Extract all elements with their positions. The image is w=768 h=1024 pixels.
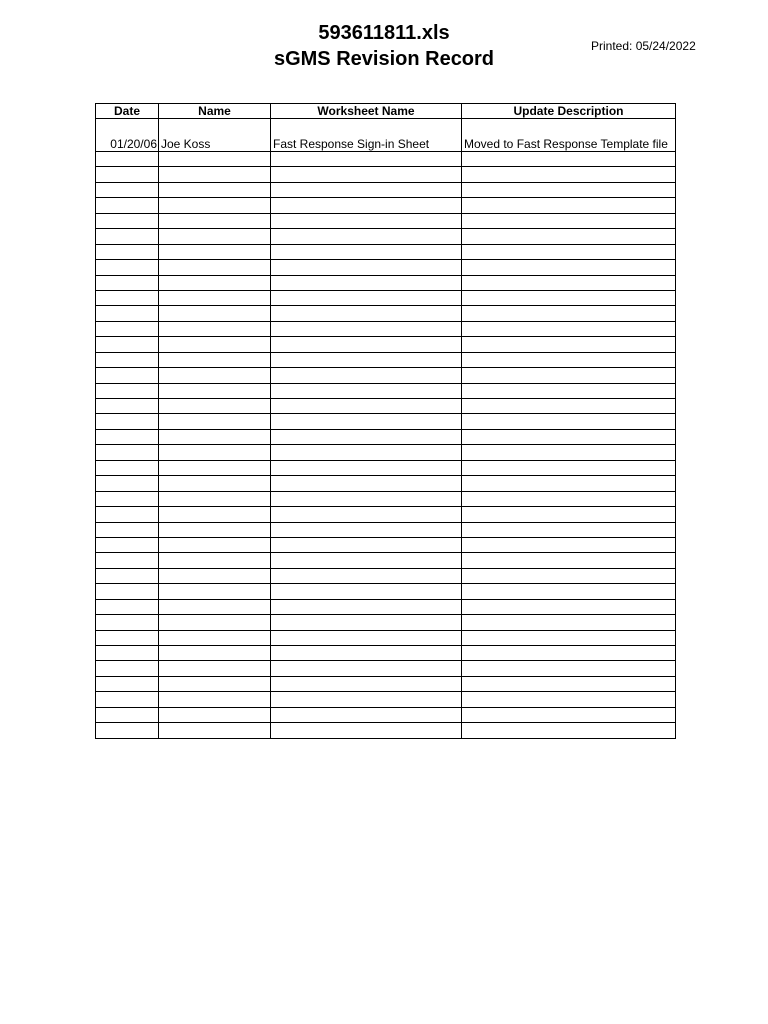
cell-worksheet-name [271,661,462,676]
cell-name [159,584,271,599]
cell-update-description [462,522,676,537]
cell-update-description [462,352,676,367]
empty-table-row [96,723,676,738]
cell-worksheet-name [271,507,462,522]
empty-table-row [96,383,676,398]
cell-worksheet-name [271,306,462,321]
cell-update-description [462,337,676,352]
cell-date [96,692,159,707]
cell-name [159,244,271,259]
cell-worksheet-name [271,321,462,336]
cell-name [159,661,271,676]
cell-update-description [462,167,676,182]
cell-worksheet-name [271,383,462,398]
cell-date [96,707,159,722]
cell-date [96,182,159,197]
empty-table-row [96,306,676,321]
cell-update-description [462,229,676,244]
cell-update-description [462,723,676,738]
cell-date [96,460,159,475]
cell-name [159,229,271,244]
cell-name [159,646,271,661]
cell-update-description [462,368,676,383]
cell-name [159,707,271,722]
column-header-worksheet-name: Worksheet Name [271,104,462,119]
cell-name [159,182,271,197]
cell-date [96,337,159,352]
cell-date [96,290,159,305]
cell-name [159,445,271,460]
cell-date [96,229,159,244]
empty-table-row [96,553,676,568]
cell-update-description [462,290,676,305]
cell-name [159,522,271,537]
empty-table-row [96,630,676,645]
cell-worksheet-name [271,399,462,414]
cell-worksheet-name [271,568,462,583]
cell-date [96,599,159,614]
cell-update-description [462,399,676,414]
empty-table-row [96,213,676,228]
empty-table-row [96,676,676,691]
cell-name [159,460,271,475]
empty-table-row [96,707,676,722]
cell-name [159,399,271,414]
cell-date [96,646,159,661]
empty-table-row [96,414,676,429]
empty-table-row [96,260,676,275]
cell-date [96,507,159,522]
cell-date [96,260,159,275]
cell-update-description [462,321,676,336]
empty-table-row [96,152,676,167]
cell-worksheet-name [271,460,462,475]
cell-date [96,630,159,645]
cell-date [96,306,159,321]
cell-worksheet-name [271,553,462,568]
cell-date [96,414,159,429]
cell-worksheet-name [271,445,462,460]
cell-worksheet-name [271,167,462,182]
cell-name [159,537,271,552]
cell-worksheet-name [271,707,462,722]
file-name-title: 593611811.xls [318,22,450,44]
table-row [96,119,676,152]
cell-date [96,275,159,290]
empty-table-row [96,198,676,213]
column-header-date: Date [96,104,159,119]
empty-table-row [96,615,676,630]
cell-worksheet-name [271,646,462,661]
empty-table-row [96,368,676,383]
cell-worksheet-name [271,429,462,444]
cell-date [96,723,159,738]
cell-date [96,537,159,552]
cell-date [96,152,159,167]
cell-update-description [462,568,676,583]
empty-table-row [96,182,676,197]
empty-table-row [96,537,676,552]
empty-table-row [96,275,676,290]
cell-worksheet-name [271,599,462,614]
empty-table-row [96,460,676,475]
empty-table-row [96,568,676,583]
cell-date [96,399,159,414]
cell-date [96,568,159,583]
cell-worksheet-name [271,491,462,506]
cell-update-description [462,584,676,599]
empty-table-row [96,584,676,599]
cell-update-description [462,599,676,614]
cell-name [159,260,271,275]
cell-date [96,661,159,676]
cell-update-description [462,198,676,213]
cell-date [96,167,159,182]
cell-worksheet-name [271,630,462,645]
cell-update-description [462,244,676,259]
cell-worksheet-name [271,692,462,707]
cell-date [96,522,159,537]
cell-update-description [462,383,676,398]
cell-name [159,290,271,305]
cell-name: Joe Koss [159,119,271,152]
cell-worksheet-name [271,152,462,167]
printed-date: Printed: 05/24/2022 [591,39,696,53]
cell-date [96,476,159,491]
cell-worksheet-name [271,198,462,213]
empty-table-row [96,476,676,491]
cell-worksheet-name [271,290,462,305]
empty-table-row [96,290,676,305]
cell-update-description [462,213,676,228]
page-title: sGMS Revision Record [273,48,495,70]
header-row [96,104,676,119]
cell-name [159,476,271,491]
cell-date [96,676,159,691]
cell-update-description [462,630,676,645]
empty-table-row [96,491,676,506]
empty-table-row [96,692,676,707]
cell-worksheet-name [271,723,462,738]
cell-update-description [462,537,676,552]
cell-update-description [462,676,676,691]
cell-update-description [462,615,676,630]
cell-date [96,352,159,367]
cell-name [159,723,271,738]
empty-table-row [96,399,676,414]
empty-table-row [96,337,676,352]
cell-name [159,275,271,290]
cell-date [96,213,159,228]
cell-name [159,615,271,630]
cell-worksheet-name [271,182,462,197]
cell-worksheet-name [271,476,462,491]
cell-date [96,368,159,383]
cell-update-description [462,553,676,568]
cell-update-description [462,692,676,707]
cell-worksheet-name [271,368,462,383]
cell-name [159,167,271,182]
cell-name [159,321,271,336]
cell-date [96,615,159,630]
empty-table-row [96,167,676,182]
cell-update-description [462,445,676,460]
cell-name [159,383,271,398]
cell-date [96,491,159,506]
cell-update-description [462,306,676,321]
empty-table-row [96,352,676,367]
cell-name [159,553,271,568]
cell-name [159,414,271,429]
cell-worksheet-name [271,213,462,228]
empty-table-row [96,429,676,444]
cell-name [159,198,271,213]
cell-name [159,692,271,707]
revision-record-table [95,103,676,739]
column-header-update-description: Update Description [462,104,676,119]
empty-table-row [96,229,676,244]
cell-date [96,321,159,336]
cell-name [159,599,271,614]
cell-name [159,337,271,352]
cell-date: 01/20/06 [96,119,159,152]
cell-name [159,213,271,228]
cell-update-description [462,460,676,475]
cell-worksheet-name [271,275,462,290]
cell-name [159,352,271,367]
cell-name [159,152,271,167]
empty-table-row [96,507,676,522]
empty-table-row [96,445,676,460]
cell-update-description [462,476,676,491]
empty-table-row [96,661,676,676]
cell-worksheet-name [271,352,462,367]
cell-update-description [462,707,676,722]
cell-worksheet-name [271,584,462,599]
cell-update-description [462,275,676,290]
cell-update-description [462,182,676,197]
cell-worksheet-name [271,229,462,244]
empty-table-row [96,599,676,614]
cell-update-description [462,429,676,444]
cell-update-description [462,661,676,676]
empty-table-row [96,244,676,259]
cell-date [96,584,159,599]
cell-name [159,568,271,583]
cell-name [159,429,271,444]
cell-update-description [462,491,676,506]
cell-update-description [462,646,676,661]
cell-name [159,491,271,506]
empty-table-row [96,646,676,661]
cell-worksheet-name [271,522,462,537]
cell-worksheet-name [271,244,462,259]
cell-worksheet-name: Fast Response Sign-in Sheet [271,119,462,152]
cell-worksheet-name [271,337,462,352]
cell-name [159,676,271,691]
cell-worksheet-name [271,676,462,691]
cell-worksheet-name [271,537,462,552]
cell-worksheet-name [271,260,462,275]
cell-update-description: Moved to Fast Response Template file [462,119,676,152]
cell-date [96,244,159,259]
empty-table-row [96,321,676,336]
cell-worksheet-name [271,414,462,429]
cell-update-description [462,414,676,429]
empty-table-row [96,522,676,537]
cell-date [96,383,159,398]
cell-name [159,368,271,383]
cell-update-description [462,260,676,275]
cell-name [159,306,271,321]
cell-date [96,198,159,213]
cell-name [159,507,271,522]
cell-update-description [462,507,676,522]
column-header-name: Name [159,104,271,119]
cell-update-description [462,152,676,167]
cell-date [96,553,159,568]
cell-name [159,630,271,645]
cell-date [96,445,159,460]
cell-worksheet-name [271,615,462,630]
cell-date [96,429,159,444]
